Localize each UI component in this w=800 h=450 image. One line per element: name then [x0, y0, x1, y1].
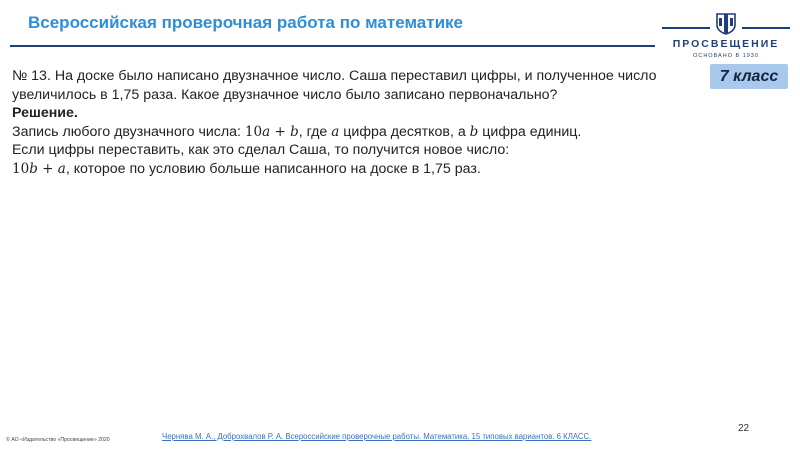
math-variable: a — [57, 160, 66, 177]
solution-heading: Решение. — [12, 105, 78, 121]
solution-text: цифра единиц. — [478, 123, 582, 140]
math-operator: + — [270, 123, 291, 140]
math-variable: b — [290, 123, 299, 140]
math-variable: b — [29, 160, 38, 177]
logo-line-left — [662, 27, 710, 29]
solution-text: Запись любого двузначного числа: — [12, 123, 245, 140]
logo-name: ПРОСВЕЩЕНИЕ — [672, 38, 780, 50]
logo-subtitle: ОСНОВАНО В 1930 — [693, 53, 759, 59]
logo-line-right — [742, 27, 790, 29]
reference-link[interactable]: Чернява М. А., Доброхвалов Р. А. Всероссийские проверочные работы. Математика. 15 типовых вариантов. 6 КЛАСС. — [162, 432, 592, 441]
solution-line-3 — [12, 160, 704, 179]
math-operator: + — [37, 160, 58, 177]
solution-line-1 — [12, 123, 704, 142]
math-variable: a — [331, 123, 340, 140]
header-divider — [10, 45, 655, 47]
solution-line-2: Если цифры переставить, как это сделал Саша, то получится новое число: — [12, 142, 510, 158]
page-number: 22 — [738, 423, 750, 434]
math-number: 10 — [244, 123, 263, 140]
solution-text: , которое по условию больше написанного на доске в 1,75 раз. — [65, 160, 481, 177]
grade-badge: 7 класс — [710, 64, 788, 89]
math-variable: b — [469, 123, 479, 140]
publisher-emblem-icon — [715, 13, 737, 35]
page-title: Всероссийская проверочная работа по математике — [28, 13, 463, 32]
problem-line-2: увеличилось в 1,75 раза. Какое двузначное число было записано первоначально? — [12, 86, 558, 103]
problem-line-1: № 13. На доске было написано двузначное число. Саша переставил цифры, и полученное число — [12, 68, 657, 84]
solution-text: , где — [298, 123, 332, 140]
publisher-logo — [662, 10, 790, 60]
slide-content — [12, 67, 704, 178]
copyright-notice: © АО «Издательство «Просвещение» 2020 — [6, 437, 110, 443]
math-variable: a — [262, 123, 271, 140]
math-number: 10 — [12, 160, 30, 177]
solution-text: цифра десятков, а — [339, 123, 470, 140]
